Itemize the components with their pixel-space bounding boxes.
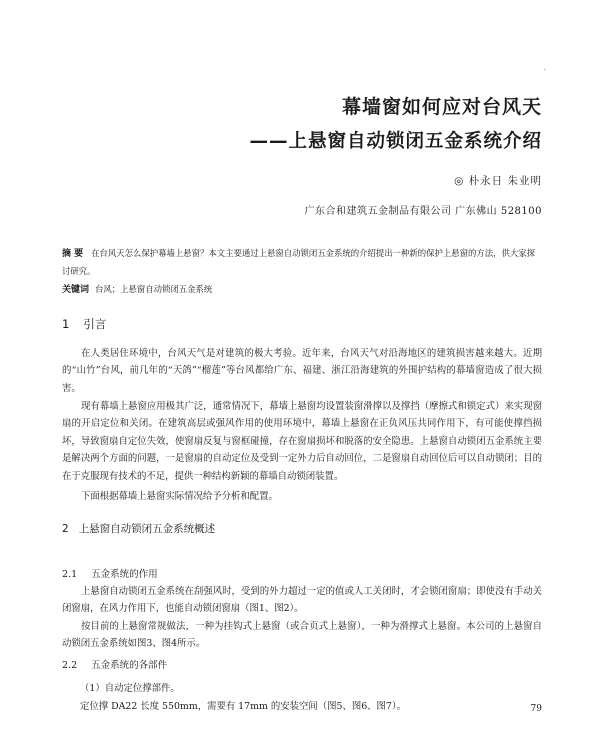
keywords (62, 282, 212, 295)
list-item-detail: 定位撑 DA22 长度 550mm，需要有 17mm 的安装空间（图5、图6、图7）。 (80, 701, 406, 712)
keywords-label: 关键词 (62, 285, 90, 295)
abstract (62, 245, 542, 280)
section-2-number: 2 (62, 523, 69, 535)
section-2-title: 上悬窗自动锁闭五金系统概述 (78, 523, 216, 535)
page-number: 79 (530, 704, 542, 714)
section-2-heading (62, 521, 215, 536)
paragraph: 上悬窗自动锁闭五金系统在刮强风时，受到的外力超过一定的值或人工关闭时，才会锁闭窗扇；即使没有手动关闭窗扇，在风力作用下，也能自动锁闭窗扇（图1、图2）。 (62, 586, 542, 615)
paragraph: 现有幕墙上悬窗应用极其广泛，通常情况下，幕墙上悬窗均设置装窗滑撑以及撑挡（摩擦式和锁定式）来实现窗扇的开启定位和关闭。在建筑高层或强风作用的使用环境中，幕墙上悬窗在正负风压共同作用下，有可能使撑挡损坏，导致窗扇自定位失效，使窗扇反复与窗框碰撞，存在窗扇损坏和脱落的安全隐患。上悬窗自动锁闭五金系统主要是解决两个方面的问题，一是窗扇的自动定位及受到一定外力后自动回位，二是窗扇自动回位后可以自动锁闭；目的在于克服现有技术的不足，提供一种结构新颖的幕墙自动锁闭装置。 (62, 401, 542, 482)
paragraph: 在人类居住环境中，台风天气是对建筑的极大考验。近年来，台风天气对沿海地区的建筑损害越来越大。近期的“山竹”台风，前几年的“天鸽”“榴莲”等台风都给广东、福建、浙江沿海建筑的外围护结构的幕墙窗造成了很大损害。 (62, 348, 542, 394)
section-2-1-number: 2.1 (62, 569, 78, 580)
section-1-title: 引言 (83, 317, 107, 331)
paragraph: 下面根据幕墙上悬窗实际情况给予分析和配置。 (81, 491, 278, 502)
section-2-2-title: 五金系统的各部件 (91, 660, 168, 671)
abstract-label: 摘 要 (62, 249, 84, 259)
section-2-2-heading (62, 657, 167, 671)
paragraph: 按目前的上悬窗常规做法，一种为挂钩式上悬窗（或合页式上悬窗），一种为滑撑式上悬窗。本公司的上悬窗自动锁闭五金系统如图3、图4所示。 (62, 621, 542, 650)
affiliation: 广东合和建筑五金制品有限公司 广东佛山 528100 (304, 206, 542, 217)
keywords-text: 台风；上悬窗自动锁闭五金系统 (95, 284, 213, 294)
section-1-number: 1 (62, 317, 70, 331)
section-2-1-title: 五金系统的作用 (91, 569, 158, 580)
article-subtitle: ——上悬窗自动锁闭五金系统介绍 (249, 131, 542, 152)
section-2-1-heading (62, 566, 158, 580)
authors: ◎ 朴永日 朱业明 (454, 175, 542, 187)
article-title: 幕墙窗如何应对台风天 (341, 96, 542, 118)
corner-mark: · (543, 66, 546, 74)
section-2-2-number: 2.2 (62, 660, 78, 671)
section-1-heading (62, 316, 106, 332)
list-item: （1）自动定位撑部件。 (80, 683, 180, 694)
abstract-text: 在台风天怎么保护幕墙上悬窗？本文主要通过上悬窗自动锁闭五金系统的介绍提出一种新的保护上悬窗的方法，供大家探讨研究。 (62, 248, 536, 276)
